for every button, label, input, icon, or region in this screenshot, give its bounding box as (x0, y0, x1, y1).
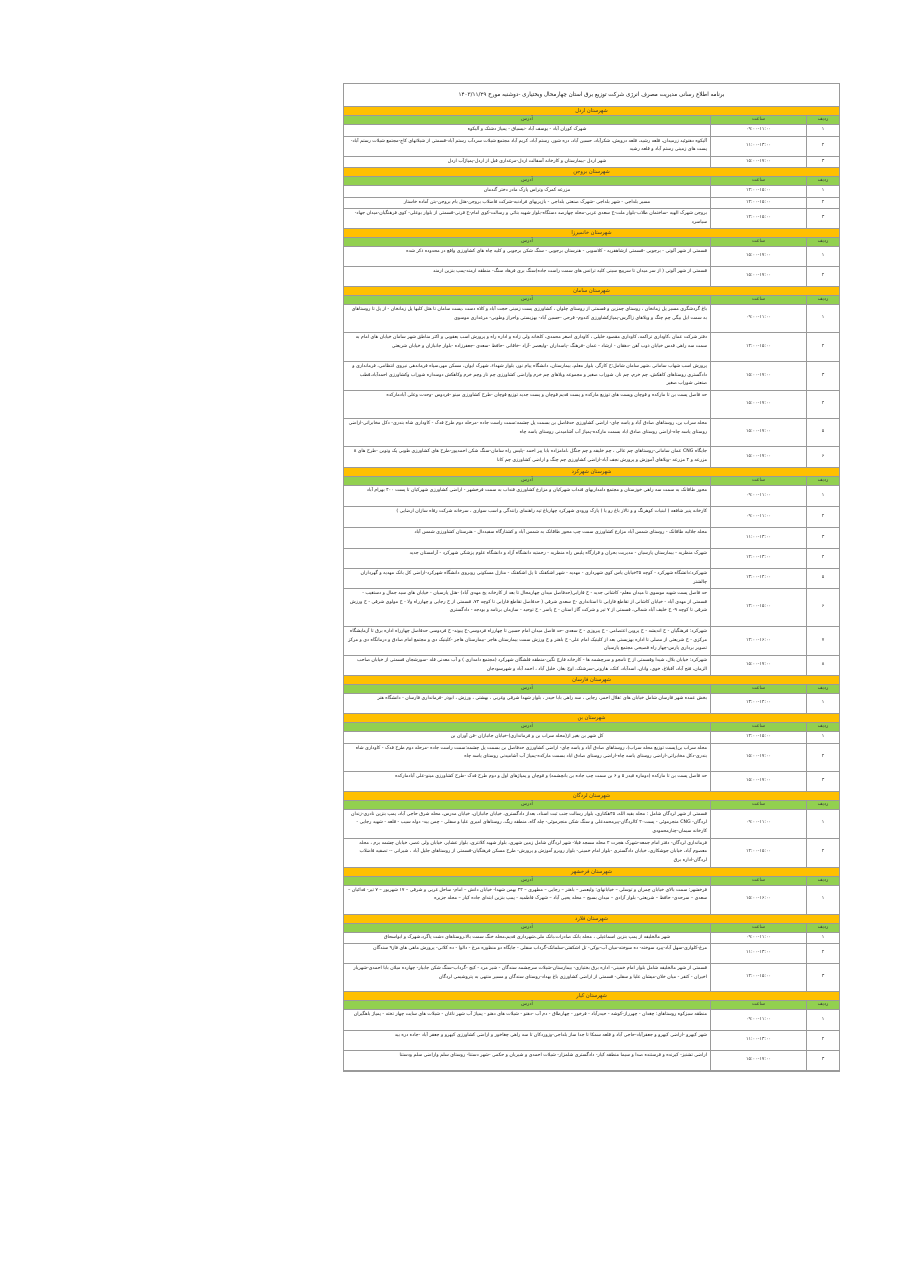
row-time: ۱۵:۰۰-۱۷:۰۰ (710, 656, 806, 675)
row-address: جایگاه CNG عمان سامانی-روستاهای چم عالی ، چم خلیفه و چم جنگل ،امامزاده بابا پیر احمد -پلیس راه سامان-سنگ شکن احمدپور-طرح های کشاورزی طوبی پک وتوبن -طرح های ۸ مزرعه و ۲ مزرعه -ویلاهای آموزش و پرورش نجف آباد-اراضی کشاورزی چم چنگ و اراضی کشاورزی چم کانا (353, 449, 707, 463)
column-header-row (344, 296, 839, 305)
table-row (344, 1051, 839, 1071)
table-row (344, 447, 839, 468)
column-header-row (344, 924, 839, 933)
table-row (344, 157, 839, 169)
row-time: ۰۹:۰۰-۱۱:۰۰ (710, 305, 806, 332)
column-header-time: ساعت (710, 877, 806, 885)
row-address: شهرک کوران آباد - یوسف آباد -نیسیاق - پمپاژ دشتک و آلیکوه (467, 127, 587, 132)
row-index: ۱ (806, 1010, 839, 1030)
row-time: ۱۵:۰۰-۱۷:۰۰ (710, 447, 806, 467)
row-index: ۲ (806, 198, 839, 209)
row-address: حد فاصل پست شهید موسوی تا میدان معلم- کاشانی جدید - خ فارابی(حدفاصل میدان چهارمحال تا بعد از کارخانه یخ مهدی آباد) -هتل پارسیان - خیابان های سید جمال و دستغیب - قسمتی از مهدی آباد - خیابان کاشانی از تقاطع فارابی تا استانداری -خ سعدی شرقی ( حدفاصل تقاطع فارابی تا کوچه ۷۴، قسمتی از خ رجایی و چهارراه ولا - خ مولوی شرقی - خ ورزش شرقی تا کوچه ۹- خ خلیف آباد شمالی، قسمتی از ۷ تیر و شرکت گاز استان - خ پاسر - خ توحید - سازمان برنامه و بودجه - دادگستری (349, 591, 707, 613)
row-index: ۷ (806, 627, 839, 655)
row-address: مزرعه کمرک وتراس پارک مادر دختر گندمان (483, 188, 571, 193)
column-header-address: آدرس (521, 724, 533, 729)
document-title: برنامه اطلاع رسانی مدیریت مصرف انرژی شرکت توزیع برق استان چهارمحال وبختیاری -دوشنبه مورخ ۱۴۰۳/۱۱/۲۹ (344, 84, 839, 107)
column-header-time: ساعت (710, 924, 806, 932)
row-time: ۱۵:۰۰-۱۷:۰۰ (710, 391, 806, 418)
row-index: ۱ (806, 732, 839, 743)
row-index: ۸ (806, 656, 839, 675)
row-address: کل شهر بن بغیر از(محله سراب بن و فرمانداری)-خیابان جانبازان -فن آوران بن (450, 734, 604, 739)
row-address: محله جلالیه طاقانک - روستای شمس آباد مزارع کشاورزی سمت چپ محور طاقانک به شمس آباد و کشتارگاه سفیددال - هنرستان کشاورزی شمس آباد (414, 530, 707, 535)
column-header-index: ردیف (806, 801, 839, 809)
row-index: ۱ (806, 810, 839, 838)
row-time: ۰۹:۰۰-۱۱:۰۰ (710, 933, 806, 944)
row-index: ۲ (806, 137, 839, 156)
column-header-time: ساعت (710, 177, 806, 185)
table-row (344, 186, 839, 198)
column-header-time: ساعت (710, 296, 806, 304)
row-time: ۱۵:۰۰-۱۷:۰۰ (710, 267, 806, 286)
table-row (344, 1010, 839, 1031)
row-address: فرخشهر: سمت بالای خیابان چمران و توسلی – خیابانهای: ولیعصر – باهنر – رجایی – مطهری – ۲۲ بهمن شهدا- خیابان دانش – امام- ساحل غربی و شرقی – ۱۷ شهریور – ۷ تیر- فدائیان – سعدی – سرحدی- حافظ – شریعتی- بلوار آزادی – میدان بسیج – محله یحیی آباد – شهرک فاطمیه - پمپ بنزین ابتدای جاده کیار – محله جزیره (347, 887, 707, 901)
column-header-row (344, 1001, 839, 1010)
row-address: شهر کیهرو -اراضی کیهرو و جعفرآباد-حاجی آباد و قلعه سمکا تا جدا ساز بلداجی-وزوردکان تا سه راهی چغاخور و اراضی کشاورزی کیهرو و جعفر آباد -جاده دره بید (394, 1033, 707, 1038)
row-time: ۱۴:۰۰-۱۵:۰۰ (710, 964, 806, 991)
row-index: ۶ (806, 447, 839, 467)
table-row (344, 198, 839, 210)
county-header: شهرستان فرخشهر (344, 868, 839, 877)
row-index: ۲ (806, 1031, 839, 1050)
row-time: ۱۴:۰۰-۱۵:۰۰ (710, 333, 806, 361)
row-address: دفتر شرکت عمان ،کاوداری تراکمه، کاوداری مقصود خلیلی ، کاوداری اصغر محمدی، کلخانه ولی زاده و اداره راه و پرورش اسب یعقوبی و اکثر مناطق شهر سامان خیابان های امام به سمت سه راهی قدس خیابان ذوب آهن -دهقان - ارشاد - عمان -فرهنگ -پاسداران -ولیعصر -آزاد -خاقانی -حافظ -سعدی -جعفرزاده -بلوار جانبازان و خیابان شریعتی (355, 335, 707, 349)
table-row (344, 1031, 839, 1051)
table-row (344, 744, 839, 772)
county-header: شهرستان بن (344, 714, 839, 723)
column-header-index: ردیف (806, 116, 839, 124)
row-index: ۴ (806, 549, 839, 568)
row-address: شهرکرد: فرهنگیان - خ اندیشه - خ پروین اعتصامی - خ پیروزی - خ سعدی -حد فاصل میدان امام حسین تا چهارراه فردوسی-خ پیوند- خ فردوسی حدفاصل چهارراه اداره برق تا آزمایشگاه مرکزی - خ شریعتی از مصلی تا اداره بهزیستی بعد از کلینیک امام علی- خ باهنر و خ ورزش سمت بیمارستان هاجر -بیمارستان هاجر -کلینیک دی و مجتمع امام صادق و درمانگاه دی و مرکز تصویر برداری پارس-چهار راه فصیحی مجتمع پارسیان (348, 629, 707, 651)
table-row (344, 627, 839, 656)
row-address: بخش عمده شهر فارسان شامل خیابان های :هلال احمر، رجایی ، سه راهی بابا حیدر ، بلوار شهدا شرقی وغربی ، بهشتی ، ورزش ، ابوذر -فرمانداری فارسان - دانشگاه هنر (377, 696, 707, 701)
row-address: مرغ-کلواری-سهل آباد-پیرد سوخته- ده سوخته-میان آب-بوکی- تل اشکفتی-سلمانک-گرداب سفلی - جایگاه دو منظوره مرغ - دالوا - ده کلانی- پرورش ماهی های فاز۹ سندگان (373, 946, 707, 951)
row-time: ۱۲:۰۰-۱۳:۰۰ (710, 549, 806, 568)
column-header-row (344, 477, 839, 486)
row-index: ۲ (806, 744, 839, 771)
county-header: شهرستان اردل (344, 107, 839, 116)
table-row (344, 694, 839, 714)
column-header-time: ساعت (710, 685, 806, 693)
column-header-time: ساعت (710, 116, 806, 124)
row-address: فرمانداری لردگان- دفتر امام جمعه-شهرک هجرت ۲ محله مسجد فیلا- شهر لردگان شامل زمین شهری، بلوار شهید کلانتری، بلوار عشایر، خیابان ولی عصر، خیابان چشمه برم ، محله معصوم آباد، خیابان جوشکاری، خیابان دادگستری -بلوار امام خمینی- بلوار روبرو آموزش و پرورش- طرح مسکن فرهنگیان-قسمتی از روستاهای جلیل آباد ، شیرانی -- تصفیه فاضلاب لردگان-اداره برق (359, 840, 707, 863)
row-address: محله سراب بن، روستاهای صادق آباد و یاسه چای- اراضی کشاورزی حدفاصل بن بسمت پل چشمه:سمت راست جاده -مرحله دوم طرح فدک - کاوداری شاه بندری- دکل مخابراتی-اراضی روستای یاسه چاه-اراضی روستای صادق اباد بسمت مارکده-پمپاژ آب آشامیدنی روستای یاسه چاه (348, 421, 707, 435)
column-header-row (344, 723, 839, 732)
column-header-index: ردیف (806, 477, 839, 485)
row-time: ۱۱:۰۰-۱۳:۰۰ (710, 944, 806, 963)
row-address: شهرکرد:دانشگاه شهرکرد - کوچه ۴۵خیابان یاس کوی شهرداری - مهدیه - شهر اشکفتک تا پل اشکفتک - منازل مسکونی روبروی دانشگاه شهرکرد-اراضی کل بانک مهدیه و گهرداران چالشتر (360, 571, 707, 585)
row-address: باغ گردشگری مسیر پل زمانخان ، روستای چمزین و قسمتی از روستای چلوان ، کشاورزی پست زمینی حجت آباد و کلاه دست ،پست سامان تا هتل کلبها پل زمانخان - از پل تا روستاهای به سمت ایل بیگی چم چنگ و ویلاهای زاگرس-پمپاژکشاورزی کندوم- قرحی -حسین آباد- بهزیستی واحراز وطوبی- مرغداری موسوی (351, 307, 707, 321)
row-time: ۱۱:۰۰-۱۳:۰۰ (710, 1031, 806, 1050)
row-time: ۱۴:۰۰-۱۵:۰۰ (710, 732, 806, 743)
row-address: کارخانه پنیر شافعه ( لبنیات کوهرنگ و و تالار باغ رو یا ) پارک ورودی شهرکرد چهارباغ تپه راهنمای رانندگی و اسب سواری ، سرخانه شرکت رفاه سازان ارضایی ) (396, 509, 707, 514)
row-index: ۲ (806, 333, 839, 361)
column-header-row (344, 877, 839, 886)
row-index: ۳ (806, 964, 839, 991)
row-time: ۱۵:۰۰-۱۷:۰۰ (710, 247, 806, 266)
table-row (344, 569, 839, 589)
table-row (344, 125, 839, 137)
row-time: ۱۳:۰۰-۱۴:۰۰ (710, 569, 806, 588)
row-index: ۱ (806, 125, 839, 136)
column-header-address: آدرس (521, 801, 533, 807)
table-row (344, 772, 839, 792)
column-header-address: آدرس (521, 117, 533, 122)
column-header-address: آدرس (521, 478, 533, 483)
county-header: شهرستان کیار (344, 992, 839, 1001)
table-row (344, 528, 839, 549)
row-address: شهرک منظریه - بیمارستان پارسیان - مدیریت بحران و قرارگاه پلیس راه منظریه - رحمتیه دانشگاه آزاد و دانشگاه علوم پزشکی شهرکرد - آزامستان جدید (409, 551, 707, 556)
table-row (344, 964, 839, 992)
row-index: ۲ (806, 267, 839, 286)
column-header-address: آدرس (521, 297, 533, 302)
row-address: اراضی تشنیز- کیرنده و فرستنده صدا و سیما منطقه کیار- دادگستری شلمزار- شیلات احمدی و شیربان و حکمی -شهر دستنا- روستای سلم واراضی سلم ودستنا (399, 1053, 707, 1058)
row-time: ۱۵:۰۰-۱۷:۰۰ (710, 1051, 806, 1070)
row-time: ۰۹:۰۰-۱۱:۰۰ (710, 486, 806, 506)
column-header-address: آدرس (521, 877, 533, 883)
row-index: ۲ (806, 944, 839, 963)
county-header: شهرستان لردگان (344, 792, 839, 801)
column-header-time: ساعت (710, 723, 806, 731)
table-row (344, 507, 839, 528)
column-header-index: ردیف (806, 296, 839, 304)
row-time: ۰۹:۰۰-۱۱:۰۰ (710, 507, 806, 527)
table-row (344, 209, 839, 229)
row-index: ۳ (806, 1051, 839, 1070)
row-time: ۱۵:۰۰-۱۶:۰۰ (710, 886, 806, 914)
table-row (344, 419, 839, 447)
row-address: قسمتی از شهر لردگان شامل : محله بقیه الله، ۴۵هکتاری، بلوار رسالت جنب ثبت اسناد، بعداز دادگستری، خیابان جانبازان، خیابان مدرس، محله شرق حاجی آباد، پمپ بنزین نادری-زندان لردگان- CNG منجرموئی - پست۲۰ کالردگان-پیرمحمدعلی و سنگ شکن منجرموئی- چله گاه، منطقه ریگ، روستاهای امیری علیا و سفلی - چمن بید- دوله سیب - قلعه - شهید رجایی - کارخانه سیمان-چنارمحمودی (351, 811, 707, 834)
column-header-row (344, 685, 839, 694)
table-row (344, 247, 839, 267)
table-row (344, 267, 839, 287)
row-address: محله سراب بن(پست توزیع محله سراب)، روستاهای صادق آباد و یاسه چای- اراضی کشاورزی حدفاصل بن بسمت پل چشمه:سمت راست جاده -مرحله دوم طرح فدک - کاوداری شاه بندری-دکل مخابراتی-اراضی روستای یاسه چاه-اراضی روستای صادق اباد بسمت مارکده-پمپاژ آب آشامیدنی روستای یاسه چاه (355, 745, 707, 759)
table-row (344, 486, 839, 507)
row-time: ۱۴:۰۰-۱۵:۰۰ (710, 209, 806, 228)
row-time: ۱۵:۰۰-۱۷:۰۰ (710, 362, 806, 390)
row-time: ۱۴:۰۰-۱۵:۰۰ (710, 589, 806, 626)
table-row (344, 810, 839, 839)
column-header-row (344, 177, 839, 186)
row-address: قسمتی از شهر آلونی - برجویی -قسمتی ازشاهفریه - کلاسویی - هنرستان برجویی - سنگ شکن برجویی و کلیه چاه های کشاورزی واقع در محدوده ذکر شده (406, 249, 707, 254)
row-address: شهرکرد: خیابان بلال، شیدا وقسمتی از خ نامجو و سرچشمه ها - کارخانه فارچ نگین-منطقه فلشگان شهرکرد (مجتمع دامداری ) و آب معدنی قله -سورشجان قسمتی از خیابان صاحب الزمان، فتح آباد، آقبلاغ، خوی، وانان، اسدآباد، کتک، هارونی-سرشتک، اوچ بغاز، خلیل آباد ، احمد آباد و شهرسودجان (357, 658, 707, 672)
row-address: محور طاقانک به سمت سه راهی خوزستان و مجتمع دامداریهای قنداب شهرکیان و مزارع کشاورزی قنداب به سمت فرخشهر - اراضی کشاورزی شهرکیان تا پست ۴۰۰ بهرام آباد (366, 488, 707, 493)
row-index: ۲ (806, 507, 839, 527)
row-address: شهر اردل -بیمارستان و کارخانه آسفالت اردل-مرغداری قبل از اردل-پمپاژآب اردل (447, 158, 607, 164)
county-header: شهرستان سامان (344, 287, 839, 296)
row-time: ۰۹:۰۰-۱۱:۰۰ (710, 1010, 806, 1030)
row-index: ۱ (806, 486, 839, 506)
row-time: ۱۴:۰۰-۱۵:۰۰ (710, 839, 806, 867)
table-row (344, 656, 839, 676)
row-index: ۱ (806, 305, 839, 332)
row-address: قسمتی از شهر مالخلیفه شامل بلوار امام خمینی- اداره برق بختیاری- بیمارستان-شیلات سرچشمه سندگان - شیر مرد - کیچ -گرداب-سنگ شکن جابیار- چهارده میلان بابا احمدی-شهریار اخیران - کتفر - میان خلان-میشان علیا و سفلی- قسمتی از اراضی کشاورزی باغ بهداد-روستای سندگان و مسیر منتهی به پتروشیمی لردگان (353, 966, 707, 980)
row-index: ۳ (806, 772, 839, 791)
row-index: ۳ (806, 209, 839, 228)
column-header-index: ردیف (806, 238, 839, 246)
row-time: ۱۵:۰۰-۱۷:۰۰ (710, 157, 806, 168)
row-address: منطقه سبزکوه روستاهای: چغدان - چهرراز-کوشه - حیدرآباد - فرخور - چهارطاق - دم آب -دهنو - شیلات های دهنو - پمپاژ آب شهر ناغان - شیلات های سایت چهار تخته - پمپاژ باهگیران (353, 1012, 707, 1017)
table-row (344, 305, 839, 333)
table-row (344, 732, 839, 744)
column-header-index: ردیف (806, 685, 839, 693)
row-address: پرورش اسب شهاب سامانی ،شهر سامان شامل:خ کارگر، بلوار معلم، بیمارستان، دانشگاه پیام نور، بلوار شهداء، شهرک ایوان، مسکن مهر،سپاه فرماندهی نیروی انتظامی، فرمانداری و دادگستری روستاهای کاهکش، چم خرم، چم نار، شوراب صغیر و مجموعه ویلاهای چم خرم واراضی کشاورزی چم نار وچم خرم وکاهکش دوسداره شوراب وکشاورزی احمدآباد،قطب صنعتی شوراب صغیر (352, 364, 707, 386)
row-index: ۴ (806, 391, 839, 418)
row-index: ۳ (806, 362, 839, 390)
row-time: ۱۳:۰۰-۱۴:۰۰ (710, 694, 806, 713)
table-row (344, 839, 839, 868)
column-header-index: ردیف (806, 924, 839, 932)
row-time: ۱۴:۰۰-۱۵:۰۰ (710, 186, 806, 197)
row-time: ۱۵:۰۰-۱۷:۰۰ (710, 772, 806, 791)
row-address: حد فاصل پست بن تا مارکده (دوماره فیدر ۵ و ۶ بن سمت چپ جاده بن بانچشمه) و قوچان و پمپاژهای اول و دوم طرح فدک -طرح کشاورزی مینو-علی آبادمارکده (395, 773, 707, 779)
column-header-row (344, 238, 839, 247)
schedule-sheet (343, 83, 840, 1072)
table-row (344, 933, 839, 945)
column-header-index: ردیف (806, 877, 839, 885)
table-row (344, 549, 839, 569)
row-address: شهر مالخلیفه از پمپ بنزین اسماعیلی ، محله بانک صادرات،بانک ملی،شهرداری قدیم،محله خنگ سمت بالا،روستاهای دشت پاگرد،شهرک و ابواسحاق (383, 934, 671, 940)
table-row (344, 391, 839, 419)
county-header: شهرستان بروجن (344, 168, 839, 177)
column-header-address: آدرس (521, 239, 533, 244)
county-header: شهرستان فلارد (344, 915, 839, 924)
row-time: ۱۱:۰۰-۱۳:۰۰ (710, 137, 806, 156)
row-time: ۱۴:۰۰-۱۶:۰۰ (710, 627, 806, 655)
row-index: ۵ (806, 419, 839, 446)
table-row (344, 333, 839, 362)
row-time: ۱۴:۰۰-۱۵:۰۰ (710, 198, 806, 209)
column-header-index: ردیف (806, 1001, 839, 1009)
table-row (344, 886, 839, 915)
row-index: ۱ (806, 247, 839, 266)
column-header-time: ساعت (710, 477, 806, 485)
county-header: شهرستان فارسان (344, 676, 839, 685)
table-row (344, 362, 839, 391)
row-time: ۱۵:۰۰-۱۷:۰۰ (710, 744, 806, 771)
schedule-body (344, 107, 839, 1071)
table-row (344, 137, 839, 157)
column-header-index: ردیف (806, 177, 839, 185)
column-header-address: آدرس (521, 178, 533, 183)
row-index: ۲ (806, 839, 839, 867)
column-header-address: آدرس (521, 1002, 533, 1007)
column-header-row (344, 116, 839, 125)
county-header: شهرستان شهرکرد (344, 468, 839, 477)
row-time: ۱۱:۰۰-۱۳:۰۰ (710, 528, 806, 548)
row-time: ۱۵:۰۰-۱۷:۰۰ (710, 419, 806, 446)
column-header-address: آدرس (521, 686, 533, 691)
row-index: ۱ (806, 186, 839, 197)
row-index: ۱ (806, 694, 839, 713)
row-address: آلیکوه دهنوئید زرمیدان، قلعه رشید، قلعه درویش، شکرآباد، حسین آباد، دره شور، رستم آباد، کریم آباد مجتمع شیلات سردآب رستم آباد-قسمتی از شیلاتهای کاج-مجتمع شیلات رستم آباد-پست های زمینی رستم آباد و قلعه رشید (350, 138, 707, 152)
column-header-time: ساعت (710, 1001, 806, 1009)
column-header-time: ساعت (710, 801, 806, 809)
row-address: بروجن شهرک الهیه -ساختمان طلاب-بلوار ملت-خ سعدی غربی-محله چهارصد دستگاه-بلوار شهید بنائی و رسالت-کوی امام-خ قرنی-قسمتی از بلوار بوعلی- کوی فرهنگیان-میدان جهاد- سیاسرد (354, 211, 707, 225)
column-header-address: آدرس (521, 924, 533, 930)
row-time: ۰۹:۰۰-۱۱:۰۰ (710, 125, 806, 136)
row-time: ۰۹:۰۰-۱۱:۰۰ (710, 810, 806, 838)
row-index: ۱ (806, 886, 839, 914)
row-address: مسیر بلداجی - شهر بلداجی -شهرک صنعتی بلداجی - بازیریهای فرادنبه-شرکت فاضلاب بروجن-هتل بام بروجن-بتن آماده خاستار (403, 199, 651, 205)
row-address: حد فاصل پست بن تا مارکده و قوچان وپست های توزیع مارکده و پست قدیم قوچان و پست جدید توزیع قوچان -طرح کشاورزی مینو -فردوس -وحدت وعلی آبادمارکده (386, 393, 707, 398)
table-row (344, 589, 839, 627)
row-index: ۶ (806, 589, 839, 626)
column-header-index: ردیف (806, 723, 839, 731)
row-index: ۱ (806, 933, 839, 944)
row-index: ۵ (806, 569, 839, 588)
row-index: ۳ (806, 528, 839, 548)
table-row (344, 944, 839, 964)
column-header-row (344, 801, 839, 810)
county-header: شهرستان خانمیرزا (344, 229, 839, 238)
row-index: ۳ (806, 157, 839, 168)
column-header-time: ساعت (710, 238, 806, 246)
row-address: قسمتی از شهر آلونی ( از سر میدان تا سرپیچ سینی کلیه ترانس های سمت راست جاده)سنگ بری فرهاد سنگ- منطقه ارمند-پمپ بنزین ارمند (433, 269, 707, 274)
